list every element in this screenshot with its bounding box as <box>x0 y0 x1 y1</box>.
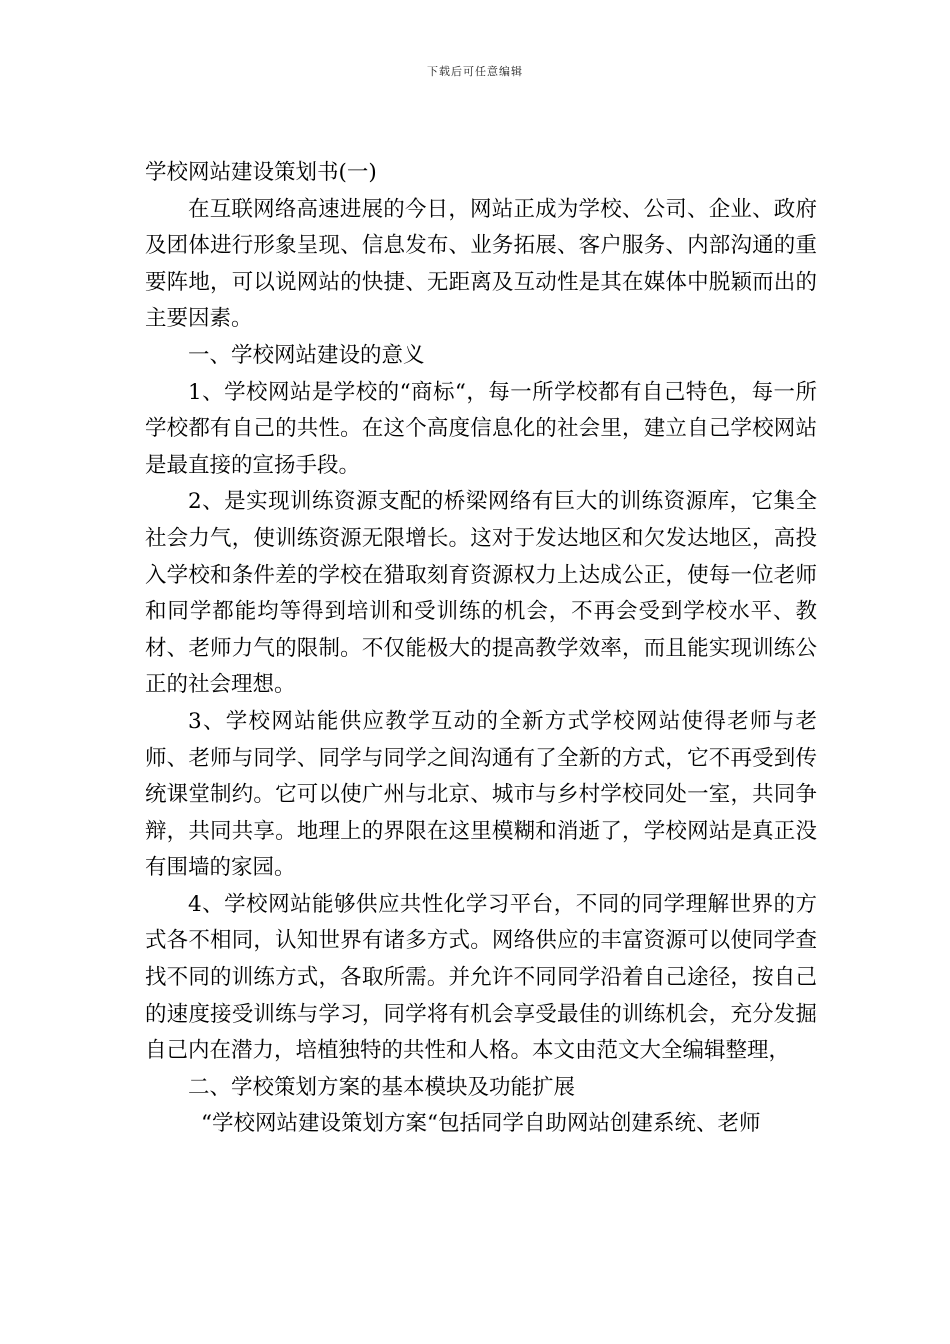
paragraph-plan: “学校网站建设策划方案“包括同学自助网站创建系统、老师 <box>201 1111 761 1137</box>
paragraph-point-1: 1、学校网站是学校的“商标“，每一所学校都有自己特色，每一所学校都有自己的共性。在这个高度信息化的社会里，建立自己学校网站是最直接的宣扬手段。 <box>145 379 817 478</box>
section-heading-2: 二、学校策划方案的基本模块及功能扩展 <box>188 1074 576 1100</box>
document-title: 学校网站建设策划书(一) <box>145 160 377 185</box>
document-body <box>145 155 817 1143</box>
paragraph-point-3: 3、学校网站能供应教学互动的全新方式学校网站使得老师与老师、老师与同学、同学与同学之间沟通有了全新的方式，它不再受到传统课堂制约。它可以使广州与北京、城市与乡村学校同处一室，共同争辩，共同共享。地理上的界限在这里模糊和消逝了，学校网站是真正没有围墙的家园。 <box>145 708 817 881</box>
section-heading-1: 一、学校网站建设的意义 <box>188 342 425 368</box>
paragraph-intro: 在互联网络高速进展的今日，网站正成为学校、公司、企业、政府及团体进行形象呈现、信息发布、业务拓展、客户服务、内部沟通的重要阵地，可以说网站的快捷、无距离及互动性是其在媒体中脱颖而出的主要因素。 <box>145 196 817 332</box>
page-header: 下载后可任意编辑 <box>427 65 523 78</box>
paragraph-point-4: 4、学校网站能够供应共性化学习平台，不同的同学理解世界的方式各不相同，认知世界有诸多方式。网络供应的丰富资源可以使同学查找不同的训练方式，各取所需。并允许不同同学沿着自己途径，按自己的速度接受训练与学习，同学将有机会享受最佳的训练机会，充分发掘自己内在潜力，培植独特的共性和人格。本文由范文大全编辑整理， <box>145 891 817 1064</box>
paragraph-point-2: 2、是实现训练资源支配的桥梁网络有巨大的训练资源库，它集全社会力气，使训练资源无限增长。这对于发达地区和欠发达地区，高投入学校和条件差的学校在猎取刻育资源权力上达成公正，使每一位老师和同学都能均等得到培训和受训练的机会，不再会受到学校水平、教材、老师力气的限制。不仅能极大的提高教学效率，而且能实现训练公正的社会理想。 <box>145 489 817 698</box>
